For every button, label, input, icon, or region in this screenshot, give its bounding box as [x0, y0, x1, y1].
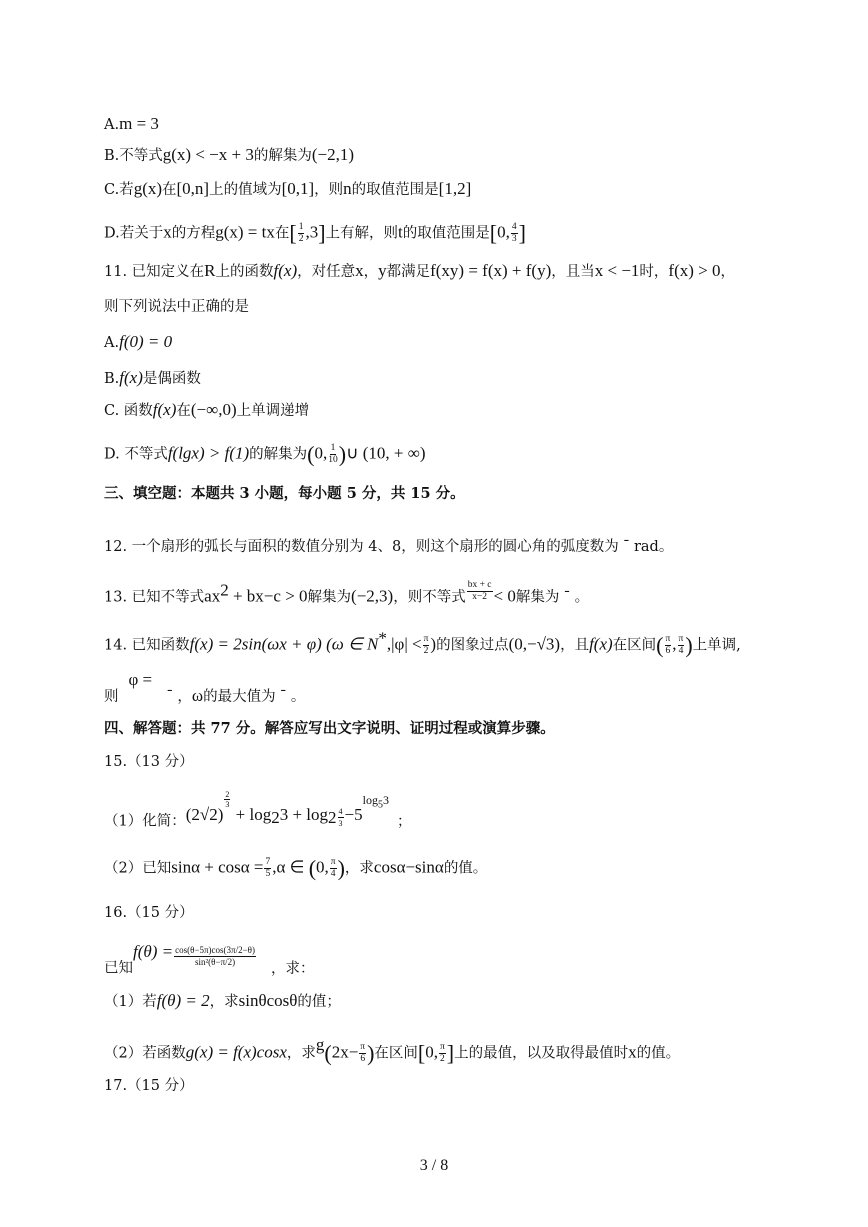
answer-blank[interactable]: ¯ — [563, 589, 571, 606]
q10-option-d: D.若关于x的方程g(x) = tx在[ $\frac{1}{2}$ ,3]上有解，则t的取值范围是[0, $\frac{4}{3}$ ] — [104, 220, 526, 246]
fraction-pi-over-6: $\frac{\pi}{6}$ — [665, 634, 671, 656]
q10-option-a: A.m = 3 — [104, 114, 159, 133]
answer-blank[interactable]: ¯ — [166, 689, 174, 705]
q10-option-b: B.不等式g(x) < −x + 3的解集为(−2,1) — [104, 145, 355, 164]
answer-blank[interactable]: ¯ — [622, 539, 630, 555]
fraction-pi-over-4: $\frac{\pi}{4}$ — [678, 634, 684, 656]
fraction-seven-fifths: $\frac{7}{5}$ — [265, 857, 271, 879]
q16-title: 16.（15 分） — [104, 905, 194, 921]
q13: 13. 已知不等式$ax^2 + bx-c > 0$解集为(−2,3)，则不等式 $\frac{bx + c}{x-2}$ < 0解集为 ¯ 。 — [104, 580, 590, 606]
answer-blank[interactable]: ¯ — [279, 689, 287, 705]
q11-option-b: B.f(x)是偶函数 — [104, 368, 201, 387]
q15-title: 15.（13 分） — [104, 754, 194, 770]
fraction-pi-over-2: $\frac{\pi}{2}$ — [423, 634, 429, 656]
q11-option-a: A.f(0) = 0 — [104, 332, 173, 351]
q16-part1: （1）若f(θ) = 2，求sinθcosθ的值； — [104, 991, 341, 1010]
section-3-heading: 三、填空题：本题共 3 小题，每小题 5 分，共 15 分。 — [104, 485, 465, 502]
page-number: 3 / 8 — [419, 1157, 449, 1174]
q11-option-c: C. 函数f(x)在(−∞,0)上单调递增 — [104, 400, 310, 419]
q11-stem-line1: 11. 已知定义在R上的函数f(x)，对任意x，y都满足f(xy) = f(x) + f(y)，且当x < −1时，f(x) > 0， — [104, 261, 735, 280]
fraction-definition: $\frac{\cos(\theta-5\pi)\cos(3\pi/2-\theta)}{\text{sin²(θ−π/2)}}$ — [175, 945, 255, 967]
q14-line2: 则φ =¯ ，ω的最大值为 ¯ 。 — [104, 670, 306, 705]
q12: 12. 一个扇形的弧长与面积的数值分别为 4、8，则这个扇形的圆心角的弧度数为 ¯ rad。 — [104, 539, 674, 555]
q11-stem-line2: 则下列说法中正确的是 — [104, 299, 249, 315]
fraction-two-thirds-exponent: $\frac{2}{3}$ — [225, 790, 230, 809]
q15-part1: （1）化简：(2√2) $\frac{2}{3}$ + $\log_23 + \log_2$ $\frac{4}{3}$ $-5^{log_53}$； — [104, 790, 412, 830]
q15-part2: （2）已知sinα + cosα = $\frac{7}{5}$ ,α ∈ (0, $\frac{\pi}{4}$ )，求cosα−sinα的值。 — [104, 855, 488, 881]
q14-line1: 14. 已知函数f(x) = 2sin(ωx + φ) (ω ∈ N*,|φ| < $\frac{\pi}{2}$ )的图象过点(0,−√3)，且f(x)在区间( $\frac{\pi}{6}$ , $\frac{\pi}{4}$ )上单调, — [104, 628, 741, 658]
fraction-bxc-over-x2: $\frac{bx + c}{x-2}$ — [467, 580, 492, 602]
section-4-heading: 四、解答题：共 77 分。解答应写出文字说明、证明过程或演算步骤。 — [104, 720, 555, 737]
fraction-one-half: $\frac{1}{2}$ — [298, 222, 304, 244]
fraction-one-tenth: $\frac{1}{10}$ — [328, 443, 338, 465]
q11-option-d: D. 不等式f(lgx) > f(1)的解集为(0, $\frac{1}{10}$ )∪ (10, + ∞) — [104, 441, 426, 467]
q16-part2: （2）若函数g(x) = f(x)cosx，求g(2x− $\frac{\pi}{6}$ )在区间[0, $\frac{\pi}{2}$ ]上的最值，以及取得最值时x的值。 — [104, 1034, 681, 1066]
q10-option-c: C.若g(x)在[0,n]上的值域为[0,1]，则n的取值范围是[1,2] — [104, 179, 472, 198]
q16-definition: 已知f(θ) = $\frac{\cos(\theta-5\pi)\cos(3\pi/2-\theta)}{\text{sin²(θ−π/2)}}$ ，求： — [104, 941, 315, 977]
fraction-four-thirds: $\frac{4}{3}$ — [511, 222, 517, 244]
q17-title: 17.（15 分） — [104, 1078, 194, 1094]
